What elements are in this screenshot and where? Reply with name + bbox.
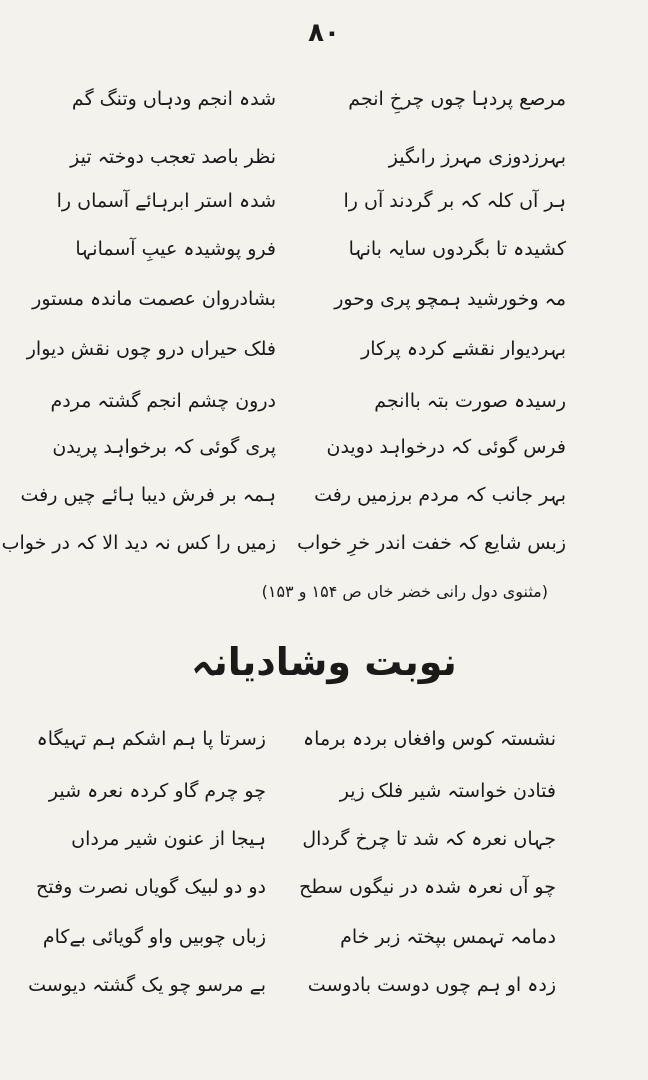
misra-right: زدہ او ہم چوں دوست بادوست [307, 974, 556, 996]
misra-left: دو دو لبیک گویاں نصرت وفتح [35, 876, 266, 898]
misra-right: بہردیوار نقشے کردہ پرکار [361, 338, 566, 360]
couplet [36, 830, 556, 854]
misra-left: بے مرسو چو یک گشتہ دیوست [28, 974, 266, 996]
couplet [28, 974, 556, 1000]
page-number: ۸۰ [308, 18, 340, 48]
misra-left: درون چشم انجم گشتہ مردم [50, 390, 276, 412]
misra-right: ہر آں کلہ کہ بر گردند آں را [343, 190, 566, 212]
couplet [36, 240, 566, 264]
misra-right: نشستہ کوس وافغاں بردہ برماہ [303, 728, 556, 750]
couplet [36, 730, 556, 754]
misra-right: فرس گوئی کہ درخواہد دویدن [326, 436, 566, 458]
source-citation: (مثنوی دول رانی خضر خاں ص ۱۵۴ و ۱۵۳) [261, 582, 548, 601]
couplet [36, 878, 556, 902]
misra-right: جہاں نعرہ کہ شد تا چرخ گردال [302, 828, 556, 850]
misra-right: زبس شایع کہ خفت اندر خرِ خواب [297, 532, 566, 554]
couplet [36, 928, 556, 952]
misra-right: مرصع پردہا چوں چرخِ انجم [348, 88, 566, 110]
misra-left: زباں چوبیں واو گویائی بےکام [42, 926, 266, 948]
misra-left: چو چرم گاو کردہ نعرہ شیر [48, 780, 266, 802]
couplet [20, 484, 566, 510]
misra-left: نظر باصد تعجب دوختہ تیز [70, 146, 276, 168]
misra-right: چو آں نعرہ شدہ در نیگوں سطح [299, 876, 556, 898]
misra-right: دمامہ تہمس بپختہ زبر خام [340, 926, 556, 948]
misra-right: کشیدہ تا بگردوں سایہ بانہا [348, 238, 566, 260]
couplet [36, 438, 566, 462]
couplet [36, 90, 566, 114]
couplet [1, 532, 566, 558]
misra-left: زمیں را کس نہ دید الا کہ در خواب [1, 532, 276, 554]
misra-left: فلک حیراں درو چوں نقش دیوار [26, 338, 276, 360]
couplet [36, 148, 566, 172]
misra-left: بشادروان عصمت ماندہ مستور [32, 288, 276, 310]
couplet [36, 192, 566, 216]
couplet [32, 288, 566, 314]
misra-left: ہیجا از عنون شیر مرداں [71, 828, 266, 850]
misra-right: فتادن خواستہ شیر فلک زیر [339, 780, 556, 802]
couplet [26, 338, 566, 364]
misra-left: شدہ انجم ودہاں وتنگ گم [71, 88, 276, 110]
misra-right: بہر جانب کہ مردم برزمیں رفت [314, 484, 566, 506]
misra-right: مہ وخورشید ہمچو پری وحور [334, 288, 566, 310]
misra-left: فرو پوشیدہ عیبِ آسمانہا [75, 238, 276, 260]
couplet [36, 392, 566, 416]
section-heading: نوبت وشادیانہ [191, 640, 457, 684]
misra-left: شدہ استر ابرہائے آسماں را [56, 190, 276, 212]
misra-left: پری گوئی کہ برخواہد پریدن [52, 436, 276, 458]
misra-right: بہرزدوزی مہرز راںگیز [388, 146, 566, 168]
misra-left: زسرتا پا ہم اشکم ہم تہیگاہ [36, 728, 266, 750]
couplet [36, 782, 556, 806]
misra-left: ہمہ بر فرش دیبا ہائے چیں رفت [20, 484, 276, 506]
misra-right: رسیدہ صورت بتہ باانجم [374, 390, 566, 412]
